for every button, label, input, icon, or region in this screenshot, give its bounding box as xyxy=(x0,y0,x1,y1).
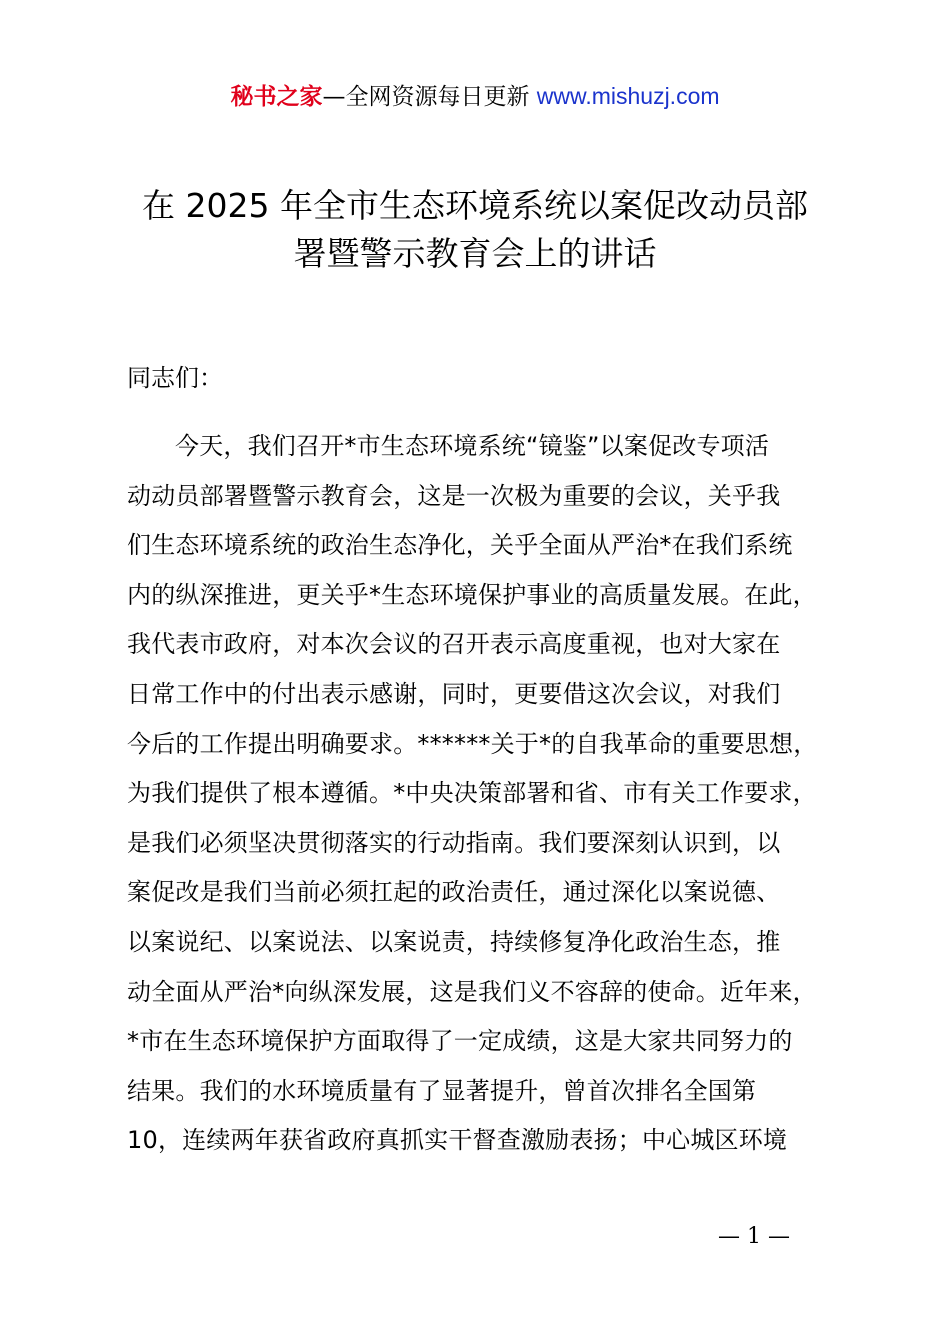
body-line: 日常工作中的付出表示感谢，同时，更要借这次会议，对我们 xyxy=(127,679,781,708)
body-line: 是我们必须坚决贯彻落实的行动指南。我们要深刻认识到，以 xyxy=(127,828,781,857)
body-line: 们生态环境系统的政治生态净化，关乎全面从严治*在我们系统 xyxy=(127,531,793,560)
body-paragraph xyxy=(127,422,857,1166)
page-number: — 1 — xyxy=(718,1224,790,1249)
salutation: 同志们： xyxy=(127,364,223,392)
body-line: 10，连续两年获省政府真抓实干督查激励表扬；中心城区环境 xyxy=(127,1126,788,1155)
body-line: 以案说纪、以案说法、以案说责，持续修复净化政治生态，推 xyxy=(127,927,781,956)
title-line-2: 署暨警示教育会上的讲话 xyxy=(293,234,657,273)
body-line: *市在生态环境保护方面取得了一定成绩，这是大家共同努力的 xyxy=(127,1027,793,1056)
body-line: 内的纵深推进，更关乎*生态环境保护事业的高质量发展。在此， xyxy=(127,580,817,609)
body-line: 我代表市政府，对本次会议的召开表示高度重视，也对大家在 xyxy=(127,630,781,659)
body-line: 动动员部署暨警示教育会，这是一次极为重要的会议，关乎我 xyxy=(127,481,781,510)
body-line: 案促改是我们当前必须扛起的政治责任，通过深化以案说德、 xyxy=(127,878,781,907)
brand-name: 秘书之家 xyxy=(230,84,323,110)
body-line: 动全面从严治*向纵深发展，这是我们义不容辞的使命。近年来， xyxy=(127,977,817,1006)
body-line: 结果。我们的水环境质量有了显著提升，曾首次排名全国第 xyxy=(127,1076,757,1105)
document-title xyxy=(100,182,850,278)
body-line: 为我们提供了根本遵循。*中央决策部署和省、市有关工作要求， xyxy=(127,779,817,808)
site-header xyxy=(0,80,950,113)
title-line-1: 在 2025 年全市生态环境系统以案促改动员部 xyxy=(142,186,808,225)
site-url-link[interactable]: www.mishuzj.com xyxy=(536,83,720,109)
body-line: 今后的工作提出明确要求。******关于*的自我革命的重要思想， xyxy=(127,729,818,758)
header-slogan: —全网资源每日更新 xyxy=(322,84,530,110)
body-line: 今天，我们召开*市生态环境系统“镜鉴”以案促改专项活 xyxy=(175,432,770,460)
